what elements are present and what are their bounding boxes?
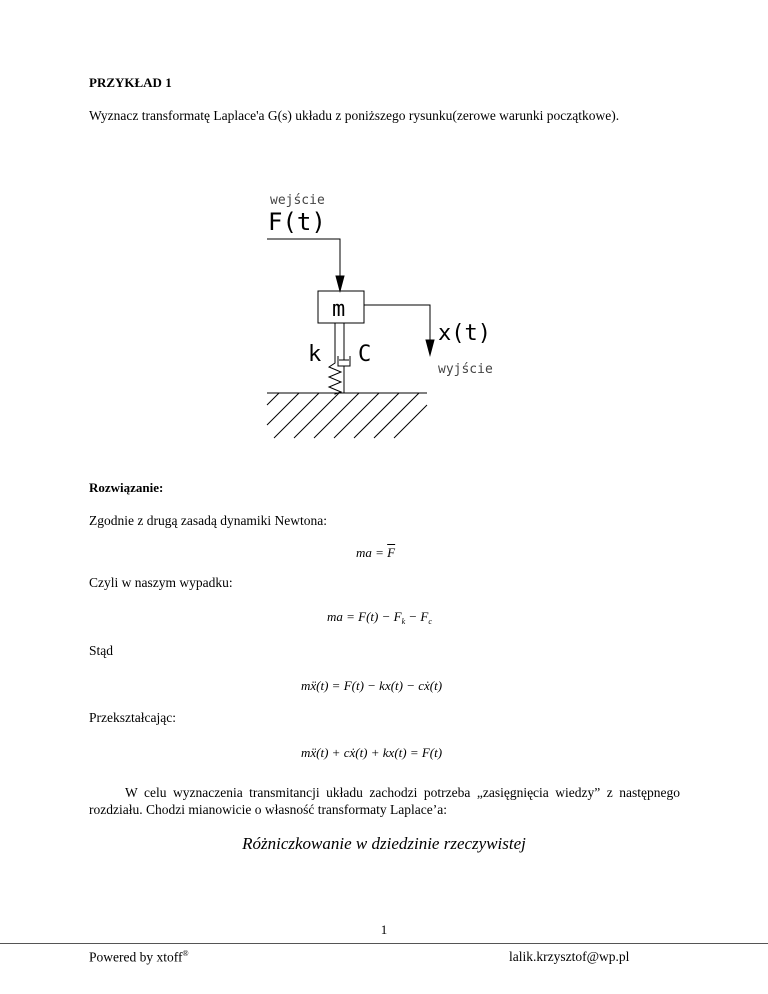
registered-mark: ® xyxy=(182,949,189,958)
section-subheading: Różniczkowanie w dziedzinie rzeczywistej xyxy=(242,834,526,853)
hence-text: Stąd xyxy=(89,643,114,658)
transforming-text: Przekształcając: xyxy=(89,710,176,725)
equation-final: mẍ(t) + cẋ(t) + kx(t) = F(t) xyxy=(301,745,443,760)
output-signal-label: x(t) xyxy=(438,321,491,346)
newton-intro: Zgodnie z drugą zasadą dynamiki Newtona: xyxy=(89,513,328,528)
eq2-main: ma = F(t) − F xyxy=(327,609,402,624)
mechanical-diagram xyxy=(262,188,512,448)
input-signal-label: F(t) xyxy=(268,208,326,236)
output-line xyxy=(364,305,430,343)
input-line xyxy=(267,239,340,280)
explanation-paragraph xyxy=(89,784,680,818)
mass-spring-damper-svg xyxy=(262,188,512,443)
mass-label: m xyxy=(332,297,346,322)
equation-forces xyxy=(327,609,432,626)
footer-credit xyxy=(89,949,189,966)
equation-motion: mẍ(t) = F(t) − kx(t) − cẋ(t) xyxy=(301,678,443,693)
eq2-sub-c: c xyxy=(428,617,432,626)
footer-credit-text: Powered by xtoff xyxy=(89,949,183,965)
case-intro: Czyli w naszym wypadku: xyxy=(89,575,233,590)
eq2-mid: − F xyxy=(405,609,429,624)
task-text: Wyznacz transformatę Laplace'a G(s) układu z poniższego rysunku(zerowe warunki początkowe). xyxy=(89,108,620,123)
input-arrowhead xyxy=(336,276,344,291)
damper-label: C xyxy=(358,342,372,367)
spring-label: k xyxy=(308,342,322,367)
spring xyxy=(329,323,341,394)
ground-hatching xyxy=(267,393,427,438)
eq1-rhs: $\overline{F}$ xyxy=(387,545,396,560)
page-number: 1 xyxy=(380,922,388,937)
input-label: wejście xyxy=(270,193,325,208)
eq2-sub-k: k xyxy=(401,617,406,626)
solution-heading: Rozwiązanie: xyxy=(89,480,164,495)
example-heading: PRZYKŁAD 1 xyxy=(89,75,172,90)
equation-newton xyxy=(356,545,395,561)
footer-email: lalik.krzysztof@wp.pl xyxy=(509,949,630,964)
footer-divider xyxy=(0,943,768,944)
explanation-text: W celu wyznaczenia transmitancji układu zachodzi potrzeba „zasięgnięcia wiedzy” z następnego rozdziału. Chodzi mianowicie o własność transformaty Laplace’a: xyxy=(89,785,680,817)
eq1-equals: = xyxy=(375,545,384,560)
output-label: wyjście xyxy=(438,362,493,377)
eq1-lhs: ma xyxy=(356,545,372,560)
output-arrowhead xyxy=(426,340,434,355)
